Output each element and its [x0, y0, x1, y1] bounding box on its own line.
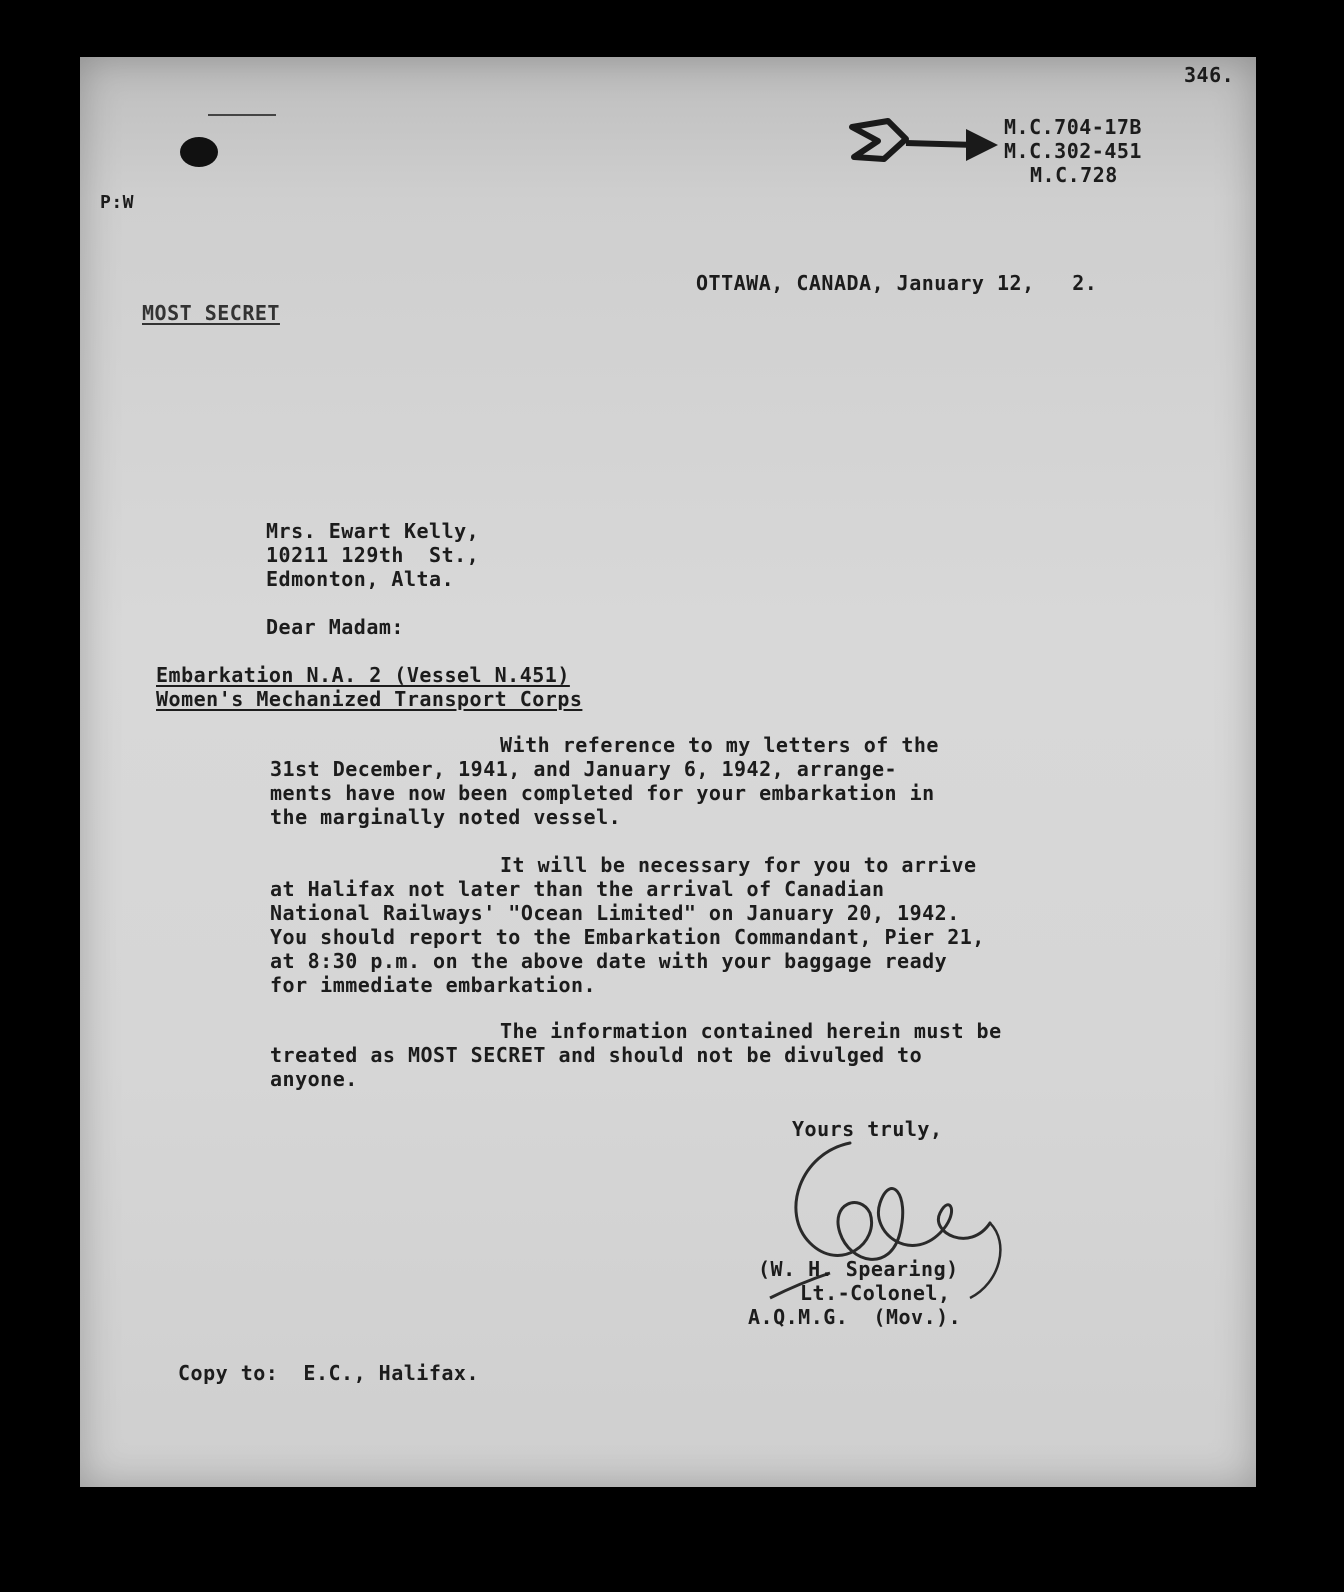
- paragraph-2-line-5: at 8:30 p.m. on the above date with your baggage ready: [270, 949, 948, 973]
- signatory-name: (W. H. Spearing): [758, 1257, 959, 1281]
- paragraph-2-line-6: for immediate embarkation.: [270, 973, 597, 997]
- addressee-line-1: Mrs. Ewart Kelly,: [266, 519, 480, 543]
- signatory-rank: Lt.-Colonel,: [800, 1281, 951, 1305]
- classification: MOST SECRET: [142, 301, 280, 325]
- paragraph-1-line-3: ments have now been completed for your embarkation in: [270, 781, 935, 805]
- salutation: Dear Madam:: [266, 615, 404, 639]
- page-number: 346.: [1184, 63, 1235, 87]
- document-page: [80, 57, 1256, 1487]
- paragraph-3-line-1: The information contained herein must be: [500, 1019, 1002, 1043]
- addressee-line-3: Edmonton, Alta.: [266, 567, 455, 591]
- file-ref-3: M.C.728: [1030, 163, 1118, 187]
- dash-mark: [208, 114, 276, 116]
- subject-line-1: Embarkation N.A. 2 (Vessel N.451): [156, 663, 570, 687]
- addressee-line-2: 10211 129th St.,: [266, 543, 480, 567]
- paragraph-2-line-1: It will be necessary for you to arrive: [500, 853, 977, 877]
- paragraph-1-line-1: With reference to my letters of the: [500, 733, 939, 757]
- paragraph-3-line-3: anyone.: [270, 1067, 358, 1091]
- paragraph-2-line-2: at Halifax not later than the arrival of Canadian: [270, 877, 885, 901]
- place-date: OTTAWA, CANADA, January 12, 2.: [696, 271, 1098, 295]
- subject-line-2: Women's Mechanized Transport Corps: [156, 687, 583, 711]
- arrow-stamp-icon: [848, 117, 1008, 167]
- file-ref-1: M.C.704-17B: [1004, 115, 1142, 139]
- paragraph-2-line-3: National Railways' "Ocean Limited" on January 20, 1942.: [270, 901, 960, 925]
- punch-hole-mark: [180, 137, 218, 167]
- paragraph-1-line-4: the marginally noted vessel.: [270, 805, 622, 829]
- paragraph-2-line-4: You should report to the Embarkation Commandant, Pier 21,: [270, 925, 985, 949]
- file-ref-2: M.C.302-451: [1004, 139, 1142, 163]
- initials: P:W: [100, 192, 135, 213]
- paragraph-3-line-2: treated as MOST SECRET and should not be divulged to: [270, 1043, 923, 1067]
- paragraph-1-line-2: 31st December, 1941, and January 6, 1942, arrange-: [270, 757, 898, 781]
- signatory-appointment: A.Q.M.G. (Mov.).: [748, 1305, 962, 1329]
- copy-to: Copy to: E.C., Halifax.: [178, 1361, 479, 1385]
- closing: Yours truly,: [792, 1117, 943, 1141]
